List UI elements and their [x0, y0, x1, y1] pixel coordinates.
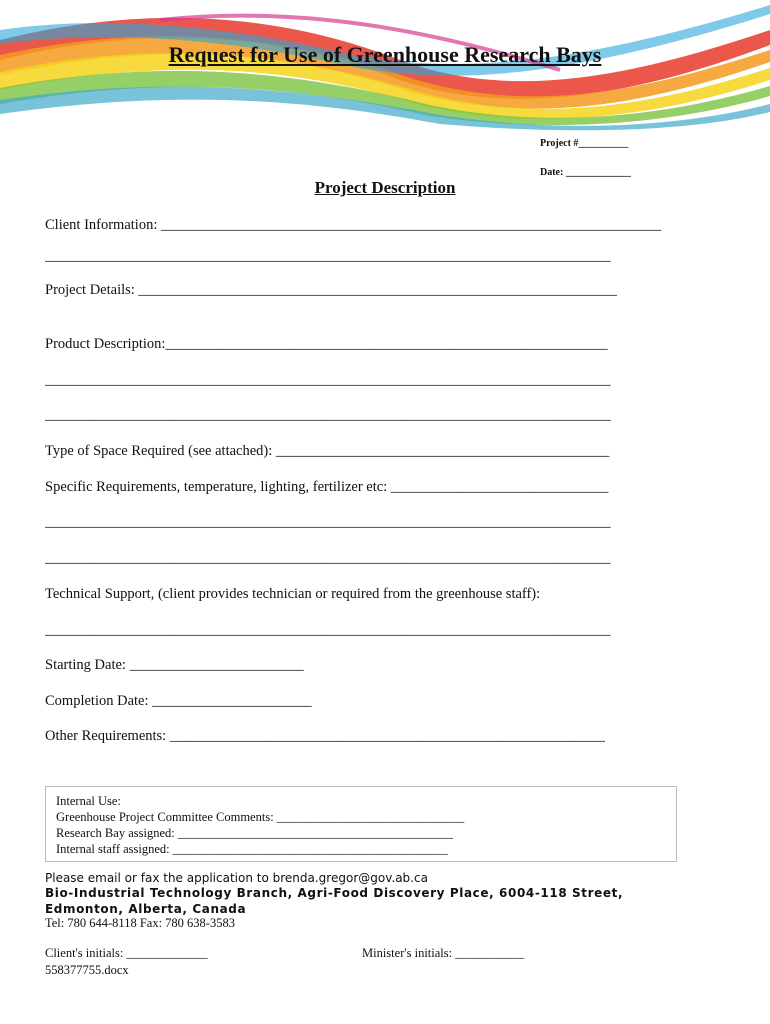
section-heading: Project Description — [314, 178, 456, 197]
date-field[interactable]: Date: _____________ — [540, 167, 631, 178]
client-initials-field[interactable]: Client's initials: _____________ — [45, 946, 208, 960]
specific-requirements-continuation-1[interactable]: ______________________________________________________________________________ — [45, 514, 611, 530]
form-title: Request for Use of Greenhouse Research Bays — [168, 42, 602, 67]
project-details-field[interactable]: Project Details: __________________________________________________________________ — [45, 282, 617, 298]
other-requirements-field[interactable]: Other Requirements: ____________________________________________________________ — [45, 728, 605, 744]
specific-requirements-continuation-2[interactable]: ______________________________________________________________________________ — [45, 550, 611, 566]
minister-initials-field[interactable]: Minister's initials: ___________ — [362, 946, 524, 960]
product-description-continuation-2[interactable]: ______________________________________________________________________________ — [45, 407, 611, 423]
project-number-field[interactable]: Project #__________ — [540, 138, 629, 149]
client-information-field[interactable]: Client Information: _____________________________________________________________________ — [45, 217, 662, 233]
product-description-field[interactable]: Product Description:_____________________________________________________________ — [45, 336, 608, 352]
product-description-continuation-1[interactable]: ______________________________________________________________________________ — [45, 372, 611, 388]
contact-phone-fax: Tel: 780 644-8118 Fax: 780 638-3583 — [45, 916, 235, 930]
contact-address: Bio-Industrial Technology Branch, Agri-Food Discovery Place, 6004-118 Street, Edmonton, Alberta, Canada — [45, 886, 624, 916]
technical-support-label: Technical Support, (client provides technician or required from the greenhouse staff): — [45, 586, 541, 602]
starting-date-field[interactable]: Starting Date: ________________________ — [45, 657, 304, 673]
committee-comments-field[interactable]: Greenhouse Project Committee Comments: ______________________________ — [56, 810, 465, 824]
client-information-continuation[interactable]: ______________________________________________________________________________ — [45, 248, 611, 264]
specific-requirements-field[interactable]: Specific Requirements, temperature, lighting, fertilizer etc: ______________________________ — [45, 479, 609, 495]
type-of-space-field[interactable]: Type of Space Required (see attached): ______________________________________________ — [45, 443, 610, 459]
internal-staff-field[interactable]: Internal staff assigned: ____________________________________________ — [56, 842, 448, 856]
technical-support-field[interactable]: ______________________________________________________________________________ — [45, 622, 611, 638]
internal-use-label: Internal Use: — [56, 794, 121, 808]
completion-date-field[interactable]: Completion Date: ______________________ — [45, 693, 312, 709]
research-bay-field[interactable]: Research Bay assigned: ____________________________________________ — [56, 826, 453, 840]
contact-instructions: Please email or fax the application to brenda.gregor@gov.ab.ca — [45, 871, 428, 885]
document-filename: 558377755.docx — [45, 963, 129, 977]
internal-use-box — [45, 786, 677, 862]
